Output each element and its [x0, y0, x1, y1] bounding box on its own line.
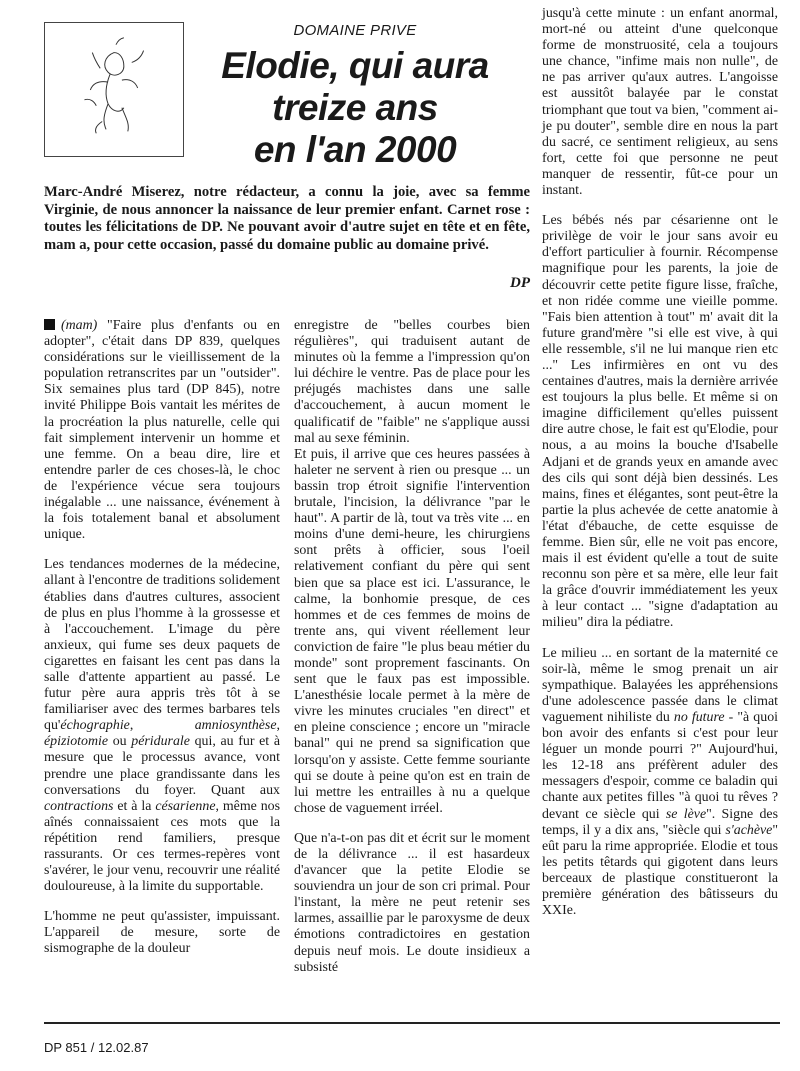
paragraph: jusqu'à cette minute : un enfant anormal, mort-né ou atteint d'une quelconque forme de monstruosité, cela a toujours une chance, "infime mais non nulle", de ne pas arriver qu'aux autres. L'angoisse est aussitôt balayée par le constat triomphant que tout va bien, "comment ai-je pu douter", semble dire en nous la part du sacré, ce sentiment religieux, au sens fort, cette foi que personne ne peut manquer de ressentir, fût-ce pour un instant.: [542, 6, 778, 199]
body-column-2: [294, 318, 530, 990]
body-column-3: [542, 6, 778, 933]
term: se lève: [665, 806, 707, 822]
section-kicker: DOMAINE PRIVE: [293, 22, 417, 39]
term: échographie: [60, 718, 130, 734]
term: s'achève: [725, 822, 773, 838]
paragraph-text: ". Signe des temps, il y a dix ans, "siècle qui: [542, 806, 778, 838]
term: péridurale: [131, 734, 190, 750]
paragraph: Les tendances modernes de la médecine, allant à l'encontre de traditions solidement établies dans d'autres cultures, associent de plus en plus l'homme à la grossesse et à l'accouchement. L'image du père anxieux, qui fume ses deux paquets de cigarettes en faisant les cent pas dans la salle d'attente appartient au passé. Le futur père aura appris très tôt à se familiariser avec des termes barbares tels qu'échographie, amniosynthèse, épiziotomie ou péridurale qui, au fur et à mesure que le processus avance, vont prendre une place grandissante dans les conversations du foyer. Quant aux contractions et à la césarienne, même nos aînés connaissaient ces mots que la répétition rend familiers, presque rassurants. Or ces termes-repères vont s'avérer, le jour venu, recouvrir une réalité douloureuse, à la limite du supportable.: [44, 557, 281, 895]
paragraph: Que n'a-t-on pas dit et écrit sur le moment de la délivrance ... il est hasardeux d'avancer que la petite Elodie se souviendra un jour de son cri primal. Pour l'instant, la mère ne peut retenir ses larmes, assaillie par le paroxysme de deux émotions contradictoires en gestation depuis neuf mois. Le doute insidieux a subsisté: [294, 830, 530, 975]
term: no future: [673, 709, 725, 725]
term: contractions: [44, 798, 114, 814]
lead-paragraph: Marc-André Miserez, notre rédacteur, a connu la joie, avec sa femme Virginie, de nous annoncer la naissance de leur premier enfant. Carnet rose : toutes les félicitations de DP. Ne pouvant avoir d'autre sujet en tête et en fête, mam a, pour cette occasion, passé du domaine public au domaine privé.: [44, 184, 530, 253]
paragraph-text: Le milieu ... en sortant de la maternité ce soir-là, même le smog prenait un air sympathique. Balayées les appréhensions d'une adolescence passée dans le climat vaguement nihiliste du: [542, 645, 778, 725]
paragraph: enregistre de "belles courbes bien régulières", qui traduisent autant de minutes où la femme a l'impression qu'on lui déchire le ventre. Pas de place pour les préjugés machistes dans une salle d'accouchement, à aucun moment le qualificatif de "faible" ne s'applique aussi mal au sexe féminin.: [294, 318, 530, 446]
illustration-frame: [44, 22, 184, 157]
lead-signature: DP: [510, 275, 530, 291]
issue-footer: DP 851 / 12.02.87: [44, 1040, 149, 1055]
footer-divider: [44, 1022, 780, 1024]
paragraph: Et puis, il arrive que ces heures passées à haleter ne servent à rien ou presque ... un bassin trop étroit signifie l'intervention brutale, l'incision, la délivrance "par le haut". A partir de là, tout va très vite ... en moins d'une demi-heure, les chirurgiens sont prêts à officier, sous l'oeil relativement confiant du père qui sent bien que sa place est ici. L'assurance, le calme, la bonhomie presque, de ces hommes et de ces femmes de moins de trente ans, qui vivent réellement leur conviction de faire "le plus beau métier du monde" sont proprement fascinants. On sent que le faux pas est impossible. L'anesthésie locale permet à la mère de vivre les minutes cruciales "en direct" et en pleine conscience ; encore un "miracle banal" qui ne prend sa signification que lorsqu'on y assiste. Cette femme souriante qui se doute à peine qu'on est en train de lui mettre les entrailles à nu a quelque chose de vaguement irréel.: [294, 446, 530, 816]
body-column-1: [44, 318, 280, 972]
term: césarienne: [155, 798, 216, 814]
term: amniosynthèse: [194, 718, 277, 734]
paragraph: [542, 646, 778, 920]
title-line: en l'an 2000: [253, 129, 457, 170]
paragraph: Les bébés nés par césarienne ont le privilège de voir le jour sans avoir eu d'effort particulier à fournir. Récompense magnifique pour les parents, la joie de découvrir cette petite figure lisse, fraîche, et non ridée comme une vieille pomme. "Fais bien attention à tout" m' avait dit la future grand'mère "si elle est vive, à qui elle ressemble, s'il ne lui manque rien etc ..." Les infirmières en ont vu des centaines d'autres, mais la dernière arrivée est toujours la plus belle. Et même si on imagine difficilement qu'elles puissent dire autre chose, le fait est qu'Elodie, pour nous, a au moins la bouche d'Isabelle Adjani et de grands yeux en amande avec des cils qui sont déjà bien dessinés. Les mains, fines et élégantes, sont peut-être la partie la plus achevée de cette anatomie à l'état d'ébauche, de cette esquisse de femme. Bien sûr, elle ne voit pas encore, mais il est évident qu'elle a tout de suite reconnu son père et sa mère, elle leur fait la grâce d'ouvrir immédiatement les yeux à leur contact ... "signe d'adaptation au milieu" dira la pédiatre.: [542, 213, 778, 631]
title-line: treize ans: [272, 87, 438, 128]
paragraph-text: ou: [108, 734, 132, 750]
term: épiziotomie: [44, 734, 109, 750]
paragraph-text: qui, au fur et à mesure que le processus avance, vont prendre une place grandissante dans les conversations du foyer. Quant aux: [44, 734, 280, 798]
paragraph: L'homme ne peut qu'assister, impuissant. L'appareil de mesure, sorte de sismographe de la douleur: [44, 909, 280, 957]
square-bullet-icon: [44, 319, 55, 330]
paragraph-text: "Faire plus d'enfants ou en adopter", c'était dans DP 839, quelques considérations sur le vieillissement de la population retranscrites par un "outsider". Six semaines plus tard (DP 845), notre invité Philippe Bois vantait les mérites de la procréation la plus naturelle, celle qui fait simplement intervenir un homme et une femme. On a beau dire, lire et entendre parler de ces choses-là, le choc de l'expérience vécue sera toujours inégalable ... une naissance, événement à la fois totalement banal et absolument unique.: [44, 318, 280, 543]
paragraph-text: " eût paru la rime appropriée. Elodie et tous les petits têtards qui gigotent dans leurs berceaux de plastique constitueront la première génération des bâtisseurs du XXIe.: [542, 822, 778, 919]
author-tag: (mam): [61, 318, 98, 333]
page-title: [190, 45, 520, 171]
paragraph: [44, 318, 280, 543]
header: [190, 20, 520, 171]
paragraph-text: Les tendances modernes de la médecine, allant à l'encontre de traditions solidement établies dans d'autres cultures, associent de plus en plus l'homme à la grossesse et à l'accouchement. L'image du père anxieux, qui fume ses deux paquets de cigarettes en faisant les cent pas dans la salle d'attente appartient au passé. Le futur père aura appris très tôt à se familiariser avec des termes barbares tels qu': [44, 557, 280, 734]
baby-sketch-icon: [45, 23, 183, 156]
paragraph-text: , même nos aînés connaissaient ces mots que la répétition rend familiers, presque rassurants. Or ces termes-repères vont s'avérer, le jour venu, recouvrir une réalité douloureuse, à la limite du supportable.: [44, 798, 281, 895]
paragraph-text: - "à quoi bon avoir des enfants si c'est pour leur léguer un monde pourri ?" Aujourd'hui, les 12-18 ans préfèrent aduler des messagers d'espoir, comme ce baladin qui chante aux petites filles "à quoi tu rêves ? devant ce siècle qui: [542, 709, 778, 822]
paragraph-text: et à la: [113, 798, 156, 814]
title-line: Elodie, qui aura: [221, 45, 489, 86]
